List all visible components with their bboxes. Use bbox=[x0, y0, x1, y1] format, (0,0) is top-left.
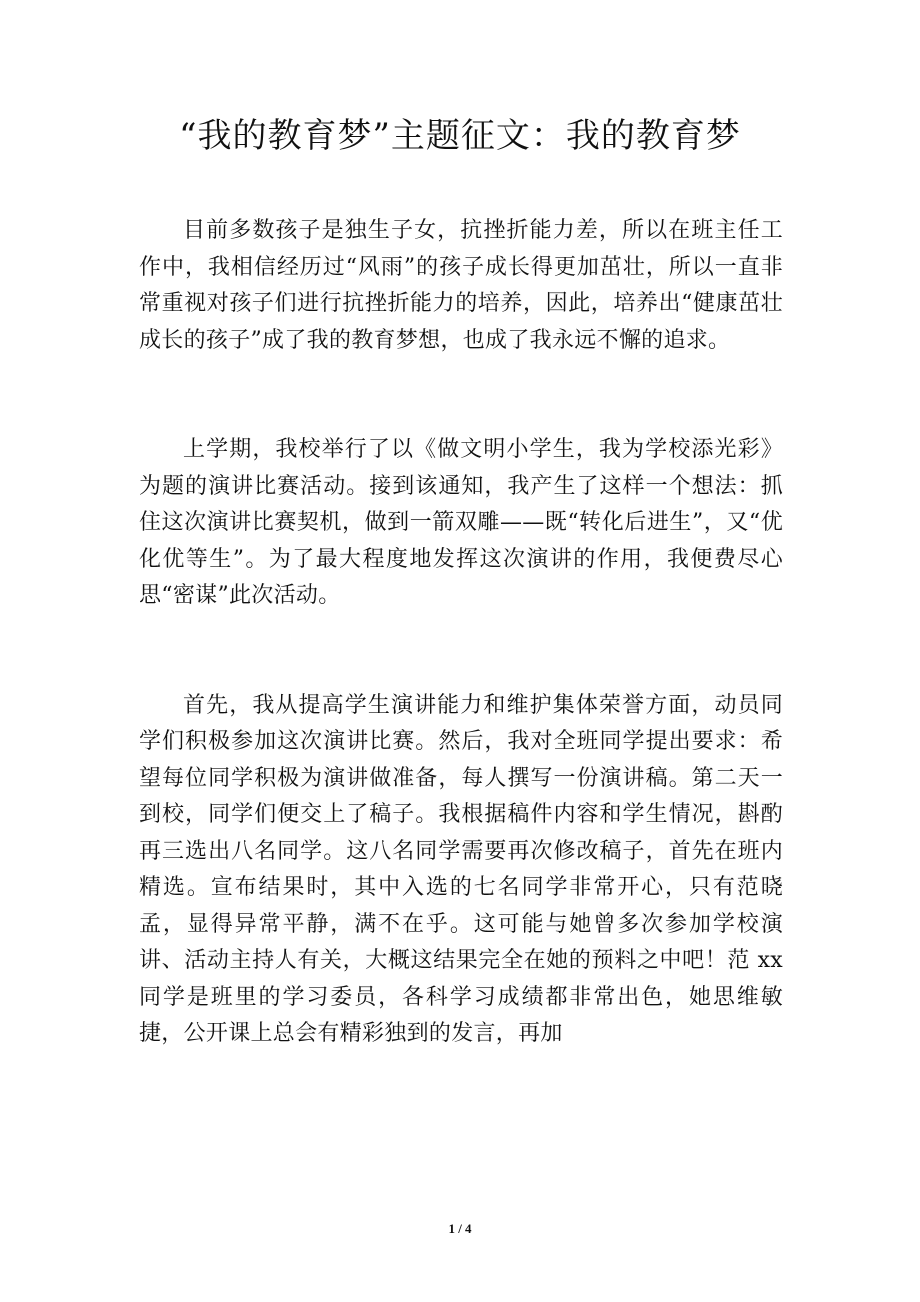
paragraph-3: 首先，我从提高学生演讲能力和维护集体荣誉方面，动员同学们积极参加这次演讲比赛。然后，我对全班同学提出要求：希望每位同学积极为演讲做准备，每人撰写一份演讲稿。第二天一到校，同学们便交上了稿子。我根据稿件内容和学生情况，斟酌再三选出八名同学。这八名同学需要再次修改稿子，首先在班内精选。宣布结果时，其中入选的七名同学非常开心，只有范晓孟，显得异常平静，满不在乎。这可能与她曾多次参加学校演讲、活动主持人有关，大概这结果完全在她的预料之中吧！范 xx 同学是班里的学习委员，各科学习成绩都非常出色，她思维敏捷，公开课上总会有精彩独到的发言，再加 bbox=[139, 692, 783, 1046]
document-body bbox=[139, 213, 783, 1053]
page-number: 1 / 4 bbox=[448, 1221, 472, 1236]
paragraph-1: 目前多数孩子是独生子女，抗挫折能力差，所以在班主任工作中，我相信经历过“风雨”的孩子成长得更加茁壮，所以一直非常重视对孩子们进行抗挫折能力的培养，因此，培养出“健康茁壮成长的孩子”成了我的教育梦想，也成了我永远不懈的追求。 bbox=[139, 218, 783, 353]
document-title: “我的教育梦”主题征文：我的教育梦 bbox=[179, 116, 741, 156]
paragraph-2: 上学期，我校举行了以《做文明小学生，我为学校添光彩》为题的演讲比赛活动。接到该通知，我产生了这样一个想法：抓住这次演讲比赛契机，做到一箭双雕——既“转化后进生”，又“优化优等生”。为了最大程度地发挥这次演讲的作用，我便费尽心思“密谋”此次活动。 bbox=[139, 437, 783, 608]
